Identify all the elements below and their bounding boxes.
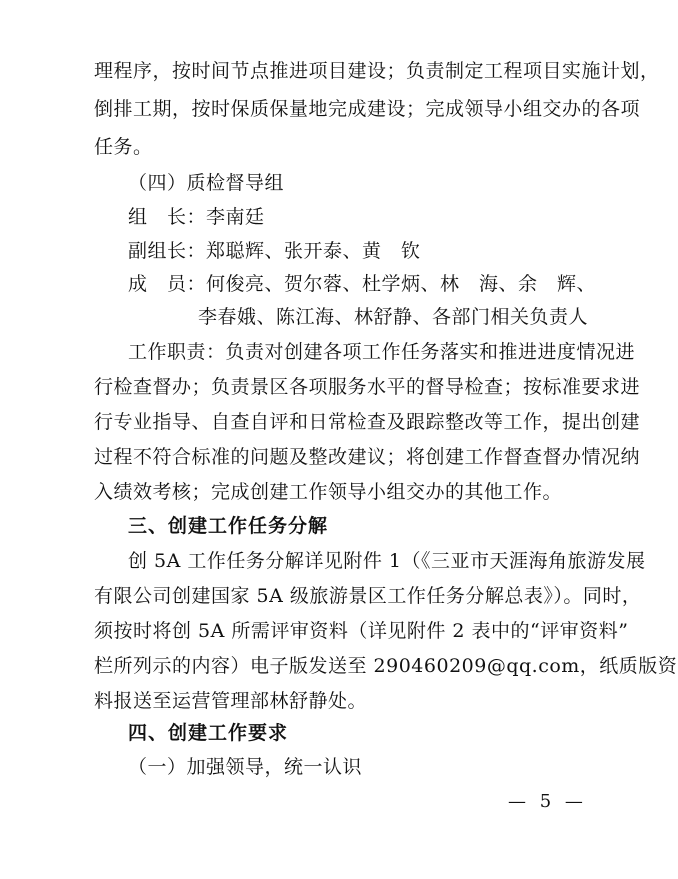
text-line: 入绩效考核；完成创建工作领导小组交办的其他工作。	[94, 481, 563, 503]
text-line: 创 5A 工作任务分解详见附件 1（《三亚市天涯海角旅游发展	[128, 550, 646, 572]
text-line-members-cont: 李春娥、陈江海、林舒静、各部门相关负责人	[198, 306, 589, 328]
text-line-leader: 组 长：李南廷	[128, 206, 265, 228]
text-line: 理程序，按时间节点推进项目建设；负责制定工程项目实施计划，	[94, 60, 660, 82]
text-line: 倒排工期，按时保质保量地完成建设；完成领导小组交办的各项	[94, 98, 641, 120]
text-line: 过程不符合标准的问题及整改建议；将创建工作督查督办情况纳	[94, 446, 641, 468]
text-line-email: 栏所列示的内容）电子版发送至 290460209@qq.com，纸质版资	[94, 655, 678, 677]
text-line-duties: 工作职责：负责对创建各项工作任务落实和推进进度情况进	[128, 341, 636, 363]
section-heading-task-breakdown: 三、创建工作任务分解	[128, 515, 329, 537]
section-heading-requirements: 四、创建工作要求	[128, 722, 289, 744]
text-line: 有限公司创建国家 5A 级旅游景区工作任务分解总表》）。同时，	[94, 585, 642, 607]
text-line: 须按时将创 5A 所需评审资料（详见附件 2 表中的“评审资料”	[94, 620, 629, 642]
text-line: 任务。	[94, 136, 153, 158]
section-heading-quality-group: （四）质检督导组	[128, 172, 285, 194]
text-line-members: 成 员：何俊亮、贺尔蓉、杜学炳、林 海、余 辉、	[128, 273, 597, 295]
subsection-heading-leadership: （一）加强领导，统一认识	[128, 756, 363, 778]
text-line-deputy-leader: 副组长：郑聪辉、张开泰、黄 钦	[128, 240, 421, 262]
text-line: 行检查督办；负责景区各项服务水平的督导检查；按标准要求进	[94, 376, 641, 398]
text-line: 行专业指导、自查自评和日常检查及跟踪整改等工作，提出创建	[94, 411, 641, 433]
page-number: — 5 —	[508, 791, 587, 812]
text-line: 料报送至运营管理部林舒静处。	[94, 690, 368, 712]
